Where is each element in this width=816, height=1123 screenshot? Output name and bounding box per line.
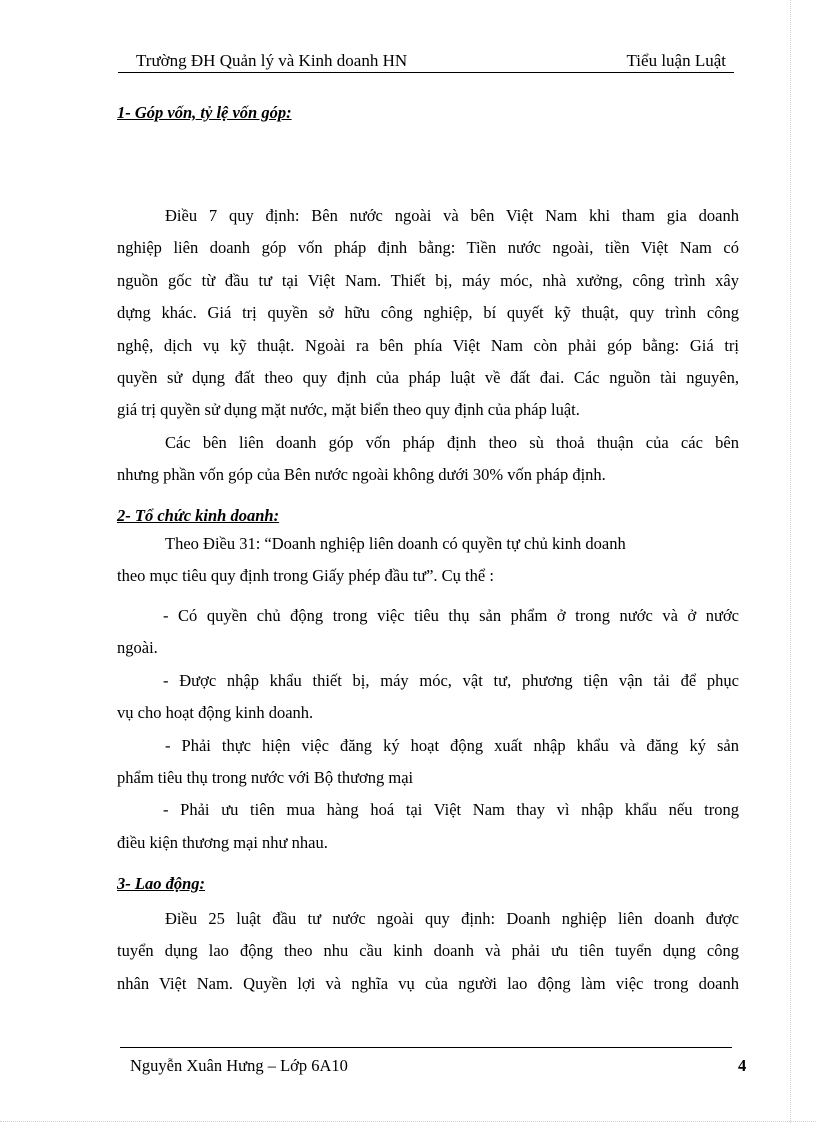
- header-subject: Tiểu luận Luật: [626, 51, 726, 70]
- paragraph-article-31: Theo Điều 31: “Doanh nghiệp liên doanh có quyền tự chủ kinh doanh theo mục tiêu quy định trong Giấy phép đầu tư”. Cụ thể :: [117, 534, 626, 586]
- section-heading-labor: 3- Lao động:: [117, 874, 205, 893]
- list-item: - Có quyền chủ động trong việc tiêu thụ sản phẩm ở trong nước và ở nước ngoài. - Được nhập khẩu thiết bị, máy móc, vật tư, phương tiện vận tải để phục vụ cho hoạt động kinh doanh. - Phải thực hiện việc đăng ký hoạt động xuất nhập khẩu và đăng ký sản phẩm tiêu thụ trong nước với Bộ thương mại - Phải ưu tiên mua hàng hoá tại Việt Nam thay vì nhập khẩu nếu trong điều kiện thương mại như nhau.: [117, 606, 739, 852]
- footer-divider: [120, 1047, 732, 1048]
- header-school: Trường ĐH Quản lý và Kinh doanh HN: [136, 51, 408, 70]
- page-header: [118, 50, 734, 73]
- section-heading-business: 2- Tổ chức kinh doanh:: [117, 506, 280, 525]
- page-edge-bottom: [0, 1121, 816, 1122]
- page-number: 4: [738, 1056, 747, 1075]
- paragraph-article-7: Điều 7 quy định: Bên nước ngoài và bên Việt Nam khi tham gia doanh nghiệp liên doanh góp vốn pháp định bằng: Tiền nước ngoài, tiền Việt Nam có nguồn gốc từ đầu tư tại Việt Nam. Thiết bị, máy móc, nhà xưởng, công trình xây dựng khác. Giá trị quyền sở hữu công nghiệp, bí quyết kỹ thuật, quy trình công nghệ, dịch vụ kỹ thuật. Ngoài ra bên phía Việt Nam còn phải góp bằng: Giá trị quyền sử dụng đất theo quy định của pháp luật về đất đai. Các nguồn tài nguyên, giá trị quyền sử dụng mặt nước, mặt biển theo quy định của pháp luật. Các bên liên doanh góp vốn pháp định theo sù thoả thuận của các bên nhưng phần vốn góp của Bên nước ngoài không dưới 30% vốn pháp định.: [117, 206, 739, 485]
- page-edge-right: [790, 0, 791, 1123]
- paragraph-article-25: Điều 25 luật đầu tư nước ngoài quy định: Doanh nghiệp liên doanh được tuyển dụng lao động theo nhu cầu kinh doanh và phải ưu tiên tuyển dụng công nhân Việt Nam. Quyền lợi và nghĩa vụ của người lao động làm việc trong doanh: [117, 909, 739, 993]
- section-heading-capital: 1- Góp vốn, tỷ lệ vốn góp:: [117, 103, 292, 122]
- footer-author: Nguyễn Xuân Hưng – Lớp 6A10: [130, 1056, 348, 1075]
